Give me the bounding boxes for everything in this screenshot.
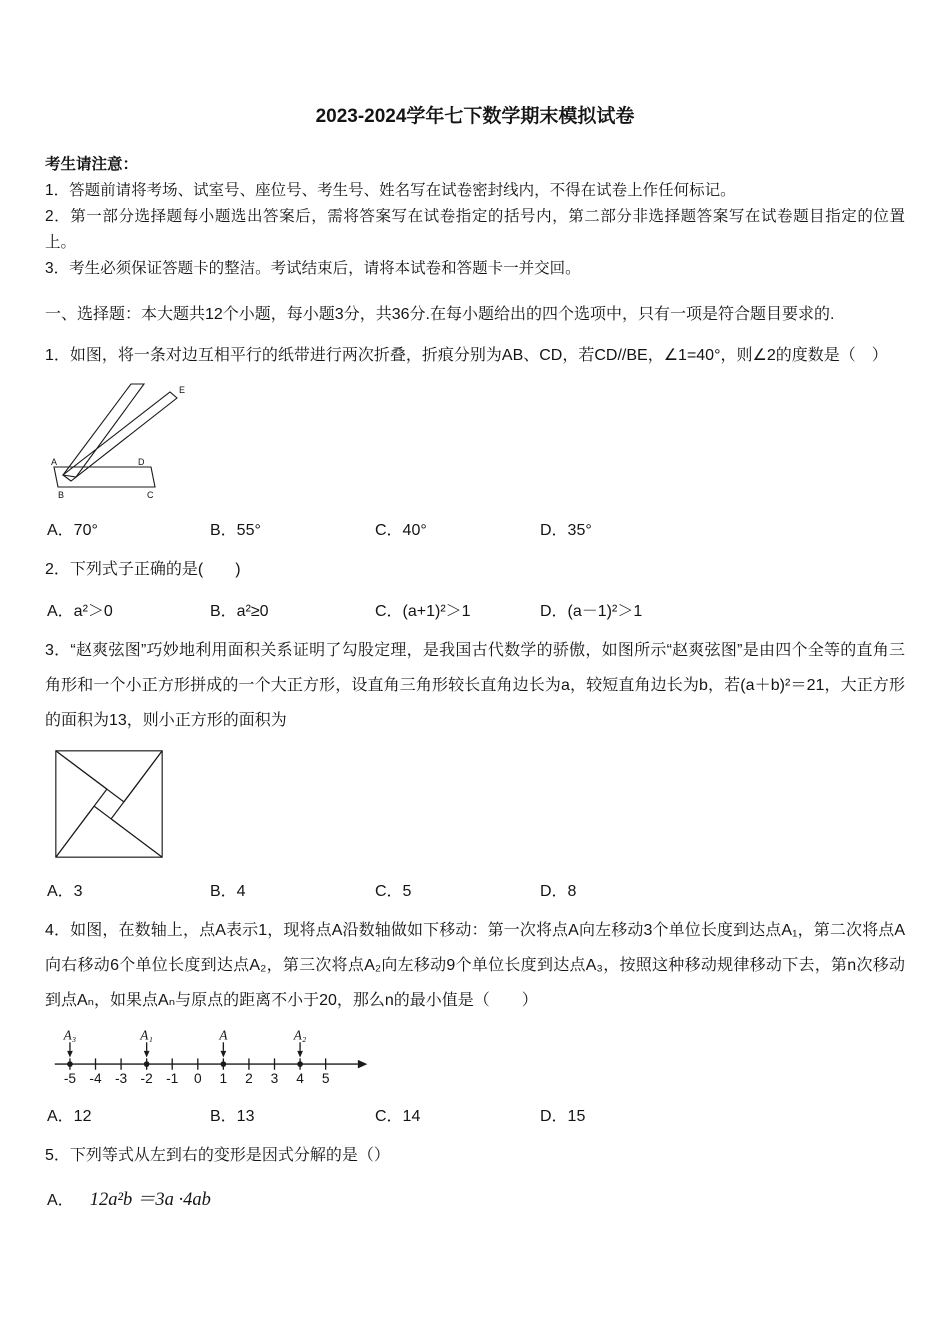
q4-option-c: C．14 (375, 1108, 421, 1125)
folded-strip-diagram (51, 381, 191, 501)
pointer-arrowhead-icon (297, 1051, 303, 1058)
tick-labels (64, 1071, 330, 1086)
q5-option-a-formula: 12a²b ＝3a ·4ab (89, 1190, 211, 1210)
question-3-figure (51, 746, 905, 867)
q4-option-a: A．12 (47, 1108, 92, 1125)
figure-label-C: C (147, 490, 154, 500)
q3-option-a: A．3 (47, 883, 83, 900)
axis-arrowhead-icon (358, 1060, 367, 1069)
q3-option-c: C．5 (375, 883, 412, 900)
question-2-options (47, 601, 905, 623)
point-label-A3: A₃ (63, 1027, 77, 1043)
number-line-axis (55, 1042, 358, 1069)
chord-diagram-lines (56, 751, 162, 857)
point-label-A2: A₂ (293, 1027, 307, 1043)
figure-label-A: A (51, 457, 58, 467)
question-5-option-a (47, 1185, 905, 1211)
question-5-text: 5．下列等式从左到右的变形是因式分解的是（） (45, 1147, 390, 1164)
point-dot-A (221, 1061, 227, 1067)
notice-item-3: 3．考生必须保证答题卡的整洁。考试结束后，请将本试卷和答题卡一并交回。 (45, 260, 581, 277)
q1-option-a: A．70° (47, 522, 98, 539)
tick-label: 1 (219, 1071, 228, 1087)
question-3-text: 3．“赵爽弦图”巧妙地利用面积关系证明了勾股定理，是我国古代数学的骄傲，如图所示“赵爽弦图”是由四个全等的直角三角形和一个小正方形拼成的一个大正方形，设直角三角形较长直角边长为a，较短直角边长为b，若(a＋b)²＝21，大正方形的面积为13，则小正方形的面积为 (45, 642, 905, 729)
strip-outlines (54, 384, 177, 487)
notice-heading: 考生请注意： (45, 156, 139, 173)
figure-label-D: D (138, 457, 145, 467)
point-labels (63, 1027, 307, 1042)
q3-option-b: B．4 (210, 883, 246, 900)
question-3-options (47, 881, 905, 903)
tick-label: -1 (166, 1071, 179, 1087)
figure-label-B: B (58, 490, 65, 500)
pointer-arrowhead-icon (67, 1051, 73, 1058)
question-1-figure (51, 381, 905, 506)
figure-label-E: E (179, 385, 186, 395)
q1-option-d: D．35° (540, 522, 592, 539)
point-dot-A1 (144, 1061, 150, 1067)
triangle-leg (111, 751, 162, 819)
tick-label: 5 (321, 1071, 330, 1087)
page-title: 2023-2024学年七下数学期末模拟试卷 (315, 106, 635, 127)
fold-strip-2 (63, 392, 177, 481)
section-1-heading: 一、选择题：本大题共12个小题，每小题3分，共36分.在每小题给出的四个选项中，只有一项是符合题目要求的. (45, 306, 835, 323)
point-dot-A3 (67, 1061, 73, 1067)
tick-label: 3 (270, 1071, 279, 1087)
number-line-marks (67, 1051, 367, 1069)
tick-label: -2 (140, 1071, 153, 1087)
notice-item-2: 2．第一部分选择题每小题选出答案后，需将答案写在试卷指定的括号内，第二部分非选择题答案写在试卷题目指定的位置上。 (45, 208, 905, 251)
number-line-diagram (51, 1026, 373, 1087)
q1-option-c: C．40° (375, 522, 427, 539)
point-label-A1: A₁ (140, 1027, 154, 1043)
q2-option-a: A．a²＞0 (47, 603, 113, 620)
zhao-shuang-chord-diagram (51, 746, 167, 862)
tick-label: 0 (193, 1071, 202, 1087)
tick-label: 4 (296, 1071, 304, 1087)
tick-label: -3 (114, 1071, 128, 1087)
question-4-text: 4．如图，在数轴上，点A表示1，现将点A沿数轴做如下移动：第一次将点A向左移动3个单位长度到达点A₁，第二次将点A向右移动6个单位长度到达点A₂，第三次将点A₂向左移动9个单位长度到达点A₃，按照这种移动规律移动下去，第n次移动到点Aₙ，如果点Aₙ与原点的距离不小于20，那么n的最小值是（ ） (45, 922, 905, 1009)
question-1-options (47, 520, 905, 542)
point-dot-A2 (297, 1061, 303, 1067)
question-1-text: 1．如图，将一条对边互相平行的纸带进行两次折叠，折痕分别为AB、CD，若CD//BE，∠1=40°，则∠2的度数是（ ） (45, 347, 888, 364)
q3-option-d: D．8 (540, 883, 577, 900)
fold-strip-1 (63, 384, 144, 477)
triangle-leg (56, 789, 107, 857)
outer-square (56, 751, 162, 857)
q2-option-d: D．(a－1)²＞1 (540, 603, 643, 620)
q5-option-a-letter: A． (47, 1191, 74, 1209)
triangle-leg (56, 751, 107, 789)
q4-option-b: B．13 (210, 1108, 255, 1125)
tick-label: -4 (89, 1071, 102, 1087)
q4-option-d: D．15 (540, 1108, 586, 1125)
point-label-A: A (219, 1027, 228, 1043)
pointer-arrowhead-icon (144, 1051, 150, 1058)
triangle-leg (94, 806, 162, 857)
question-2-text: 2．下列式子正确的是( ) (45, 561, 241, 578)
q1-option-b: B．55° (210, 522, 261, 539)
notice-item-1: 1．答题前请将考场、试室号、座位号、考生号、姓名写在试卷密封线内，不得在试卷上作任何标记。 (45, 182, 736, 199)
pointer-arrowhead-icon (221, 1051, 227, 1058)
question-4-figure (51, 1026, 905, 1092)
question-4-options (47, 1106, 905, 1128)
tick-label: 2 (245, 1071, 253, 1087)
q2-option-b: B．a²≥0 (210, 603, 269, 620)
tick-label: -5 (63, 1071, 77, 1087)
q2-option-c: C．(a+1)²＞1 (375, 603, 471, 620)
